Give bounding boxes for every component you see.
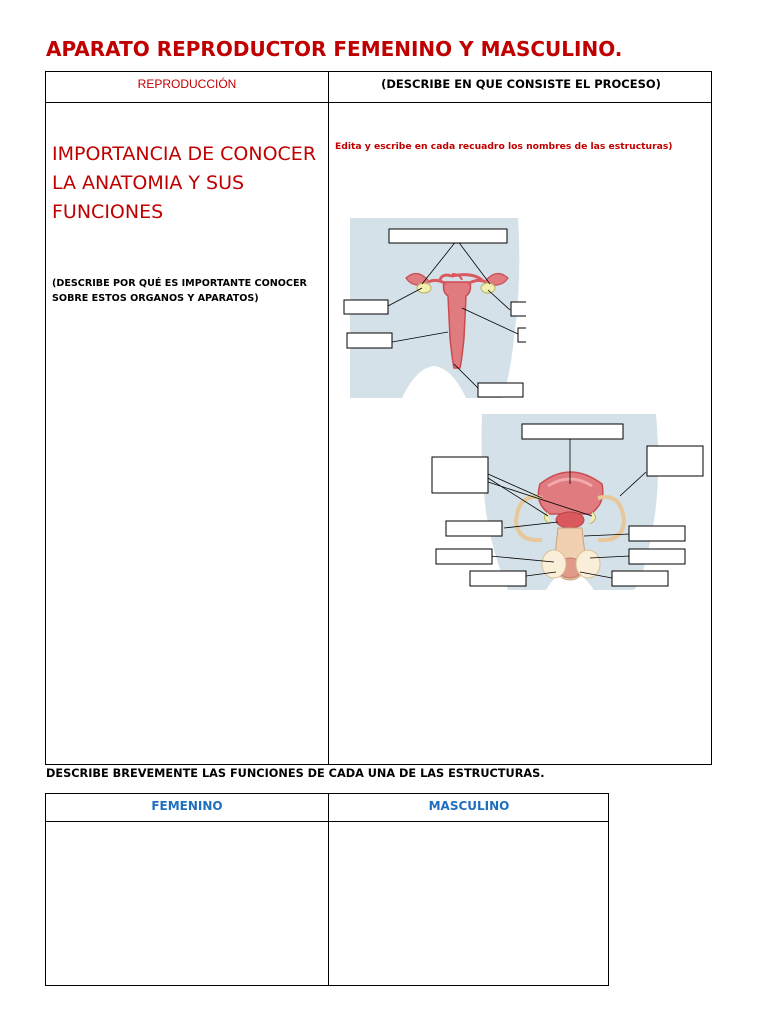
table-header-divider	[46, 821, 608, 822]
male-label-box[interactable]	[612, 571, 668, 586]
page-title: APARATO REPRODUCTOR FEMENINO Y MASCULINO.	[46, 37, 623, 61]
header-describe-proceso: (DESCRIBE EN QUE CONSISTE EL PROCESO)	[381, 77, 661, 91]
male-label-box[interactable]	[629, 549, 685, 564]
female-label-box[interactable]	[478, 383, 523, 397]
male-label-box[interactable]	[522, 424, 623, 439]
female-label-box[interactable]	[511, 302, 526, 316]
female-reproductive-diagram	[342, 218, 526, 398]
female-label-box[interactable]	[518, 328, 526, 342]
functions-instruction: DESCRIBE BREVEMENTE LAS FUNCIONES DE CADA UNA DE LAS ESTRUCTURAS.	[46, 767, 545, 780]
male-label-box[interactable]	[446, 521, 502, 536]
male-label-box[interactable]	[629, 526, 685, 541]
diagram-instruction: Edita y escribe en cada recuadro los nombres de las estructuras)	[335, 141, 673, 152]
header-masculino: MASCULINO	[428, 799, 510, 813]
prostate	[556, 512, 584, 528]
male-reproductive-diagram	[430, 412, 706, 592]
male-label-box[interactable]	[647, 446, 703, 476]
left-testis	[542, 550, 566, 578]
female-label-box[interactable]	[347, 333, 392, 348]
male-label-box[interactable]	[470, 571, 526, 586]
table-header-divider	[46, 102, 711, 103]
male-label-box[interactable]	[436, 549, 492, 564]
header-femenino: FEMENINO	[151, 799, 223, 813]
female-label-box[interactable]	[389, 229, 507, 243]
functions-table	[45, 793, 609, 986]
header-reproduccion: REPRODUCCIÓN	[137, 77, 237, 91]
importance-heading: IMPORTANCIA DE CONOCER LA ANATOMIA Y SUS FUNCIONES	[52, 143, 317, 223]
right-ovary	[481, 283, 495, 293]
table-column-divider	[328, 794, 329, 985]
left-ovary	[417, 283, 431, 293]
table-column-divider	[328, 72, 329, 764]
male-label-box[interactable]	[432, 457, 488, 493]
importance-instruction: (DESCRIBE POR QUÉ ES IMPORTANTE CONOCER SOBRE ESTOS ORGANOS Y APARATOS)	[52, 278, 307, 304]
female-label-box[interactable]	[344, 300, 388, 314]
